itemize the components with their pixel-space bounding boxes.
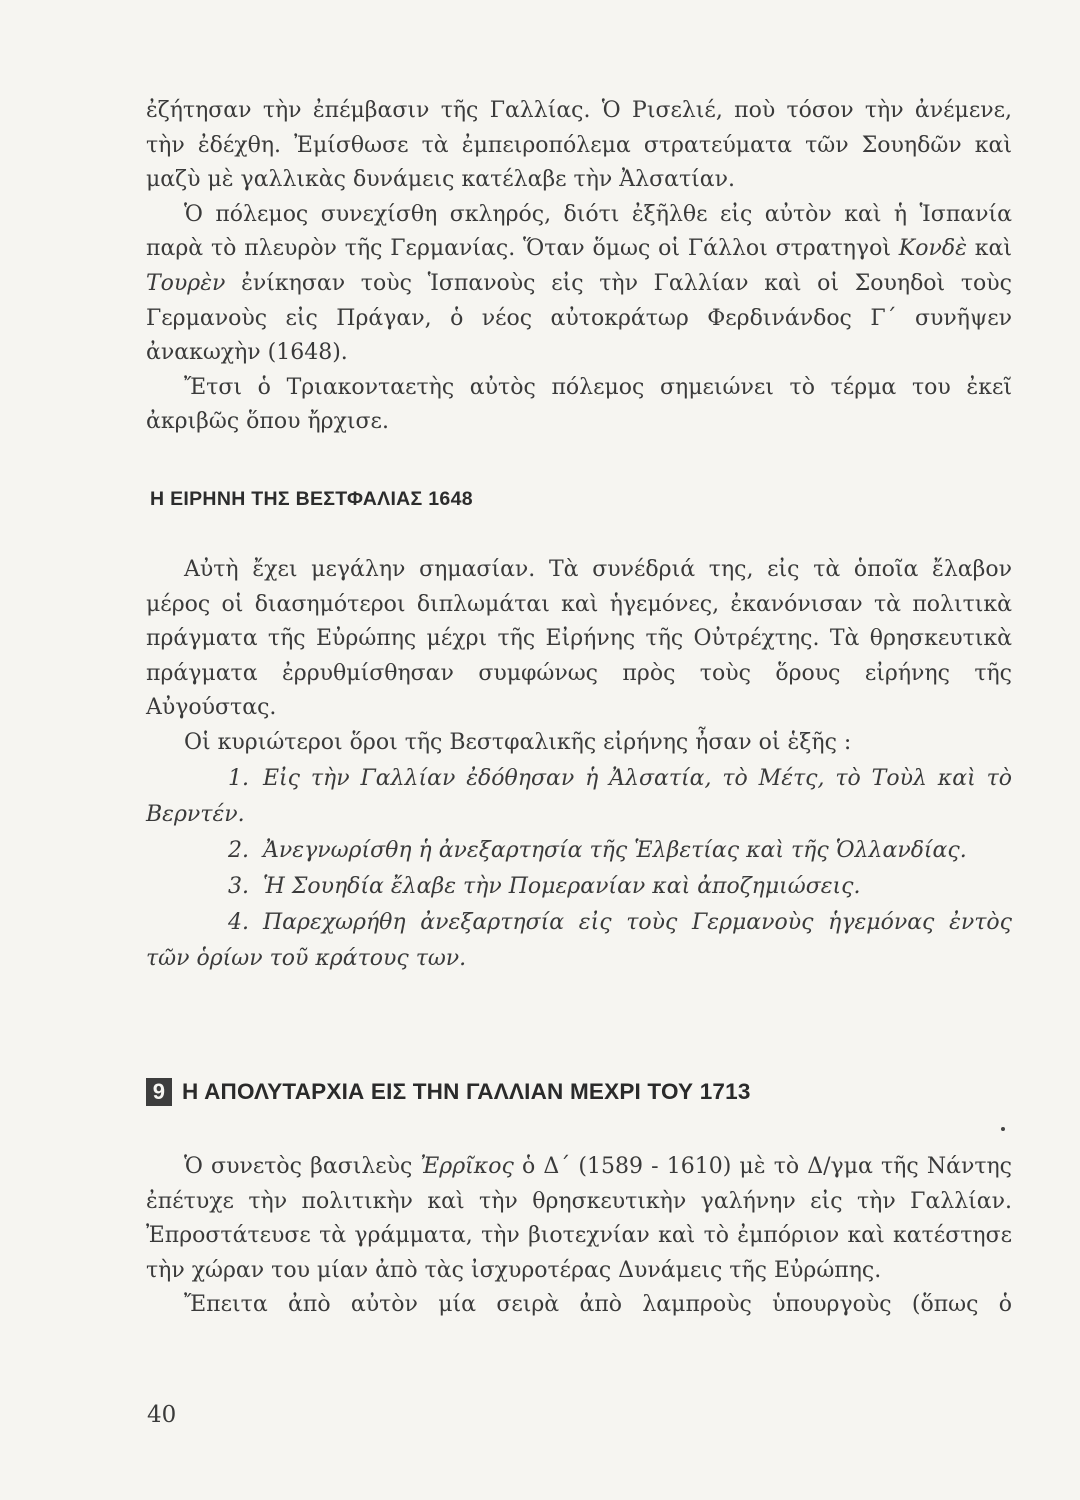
- paragraph-westphalia-terms-intro: Οἱ κυριώτεροι ὅροι τῆς Βεστφαλικῆς εἰρήνης ἦσαν οἱ ἑξῆς :: [184, 729, 852, 755]
- name-turenne: Τουρὲν: [146, 270, 226, 296]
- margin-mark: [1001, 1127, 1005, 1131]
- list-item: 1. Εἰς τὴν Γαλλίαν ἐδόθησαν ἡ Ἀλσατία, τὸ Μέτς, τὸ Τοὺλ καὶ τὸ Βερντέν.: [146, 765, 1012, 827]
- heading-peace-of-westphalia: Η ΕΙΡΗΝΗ ΤΗΣ ΒΕΣΤΦΑΛΙΑΣ 1648: [150, 488, 473, 510]
- paragraph-war-continued: Ὁ πόλεμος συνεχίσθη σκληρός, διότι ἐξῆλθε εἰς αὐτὸν καὶ ἡ Ἱσπανία παρὰ τὸ πλευρὸν τῆς Γερμανίας. Ὅταν ὅμως οἱ Γάλλοι στρατηγοὶ Κονδὲ καὶ Τουρὲν ἐνίκησαν τοὺς Ἱσπανοὺς εἰς τὴν Γαλλίαν καὶ οἱ Σουηδοὶ τοὺς Γερμανοὺς εἰς Πράγαν, ὁ νέος αὐτοκράτωρ Φερδινάνδος Γ΄ συνῆψεν ἀνακωχὴν (1648).: [146, 201, 1012, 366]
- top-text-block: [146, 94, 1012, 440]
- section-9-title: Η ΑΠΟΛΥΤΑΡΧΙΑ ΕΙΣ ΤΗΝ ΓΑΛΛΙΑΝ ΜΕΧΡΙ ΤΟΥ 1713: [182, 1079, 751, 1104]
- page-number: 40: [147, 1402, 177, 1428]
- list-item: 4. Παρεχωρήθη ἀνεξαρτησία εἰς τοὺς Γερμανοὺς ἡγεμόνας ἐντὸς τῶν ὁρίων τοῦ κράτους των.: [146, 909, 1012, 971]
- paragraph-henry-iv: Ὁ συνετὸς βασιλεὺς Ἐρρῖκος ὁ Δ΄ (1589 - 1610) μὲ τὸ Δ/γμα τῆς Νάντης ἐπέτυχε τὴν πολιτικὴν καὶ τὴν θρησκευτικὴν γαλήνην εἰς τὴν Γαλλίαν. Ἐπροστάτευσε τὰ γράμματα, τὴν βιοτεχνίαν καὶ τὸ ἐμπόριον καὶ κατέστησε τὴν χώραν του μίαν ἀπὸ τὰς ἰσχυροτέρας Δυνάμεις τῆς Εὐρώπης.: [146, 1154, 1012, 1283]
- section-9-heading: [146, 1078, 751, 1106]
- name-conde: Κονδὲ: [898, 236, 967, 262]
- name-henry: Ἐρρῖκος: [420, 1154, 514, 1179]
- westphalia-text-block: [146, 553, 1012, 977]
- paragraph-richelieu: ἐζήτησαν τὴν ἐπέμβασιν τῆς Γαλλίας. Ὁ Ρισελιέ, ποὺ τόσον τὴν ἀνέμενε, τὴν ἐδέχθη. Ἐμίσθωσε τὰ ἐμπειροπόλεμα στρατεύματα τῶν Σουηδῶν καὶ μαζὺ μὲ γαλλικὰς δυνάμεις κατέλαβε τὴν Ἀλσατίαν.: [146, 98, 1012, 193]
- paragraph-westphalia-significance: Αὐτὴ ἔχει μεγάλην σημασίαν. Τὰ συνέδριά της, εἰς τὰ ὁποῖα ἔλαβον μέρος οἱ διασημότεροι διπλωμάται καὶ ἡγεμόνες, ἐκανόνισαν τὰ πολιτικὰ πράγματα τῆς Εὐρώπης μέχρι τῆς Εἰρήνης τῆς Οὐτρέχτης. Τὰ θρησκευτικὰ πράγματα ἐρρυθμίσθησαν συμφώνως πρὸς τοὺς ὅρους εἰρήνης τῆς Αὐγούστας.: [146, 557, 1012, 721]
- list-item: 2. Ἀνεγνωρίσθη ἡ ἀνεξαρτησία τῆς Ἑλβετίας καὶ τῆς Ὁλλανδίας.: [228, 837, 967, 863]
- paragraph-thirty-years-end: Ἔτσι ὁ Τριακονταετὴς αὐτὸς πόλεμος σημειώνει τὸ τέρμα του ἐκεῖ ἀκριβῶς ὅπου ἤρχισε.: [146, 374, 1012, 435]
- list-item: 3. Ἡ Σουηδία ἔλαβε τὴν Πομερανίαν καὶ ἀποζημιώσεις.: [228, 873, 861, 899]
- paragraph-ministers: Ἔπειτα ἀπὸ αὐτὸν μία σειρὰ ἀπὸ λαμπροὺς ὑπουργοὺς (ὅπως ὁ: [184, 1292, 1012, 1318]
- section-9-text-block: [146, 1150, 1012, 1323]
- section-number-badge: 9: [146, 1078, 172, 1106]
- westphalia-terms-list: [146, 761, 1012, 977]
